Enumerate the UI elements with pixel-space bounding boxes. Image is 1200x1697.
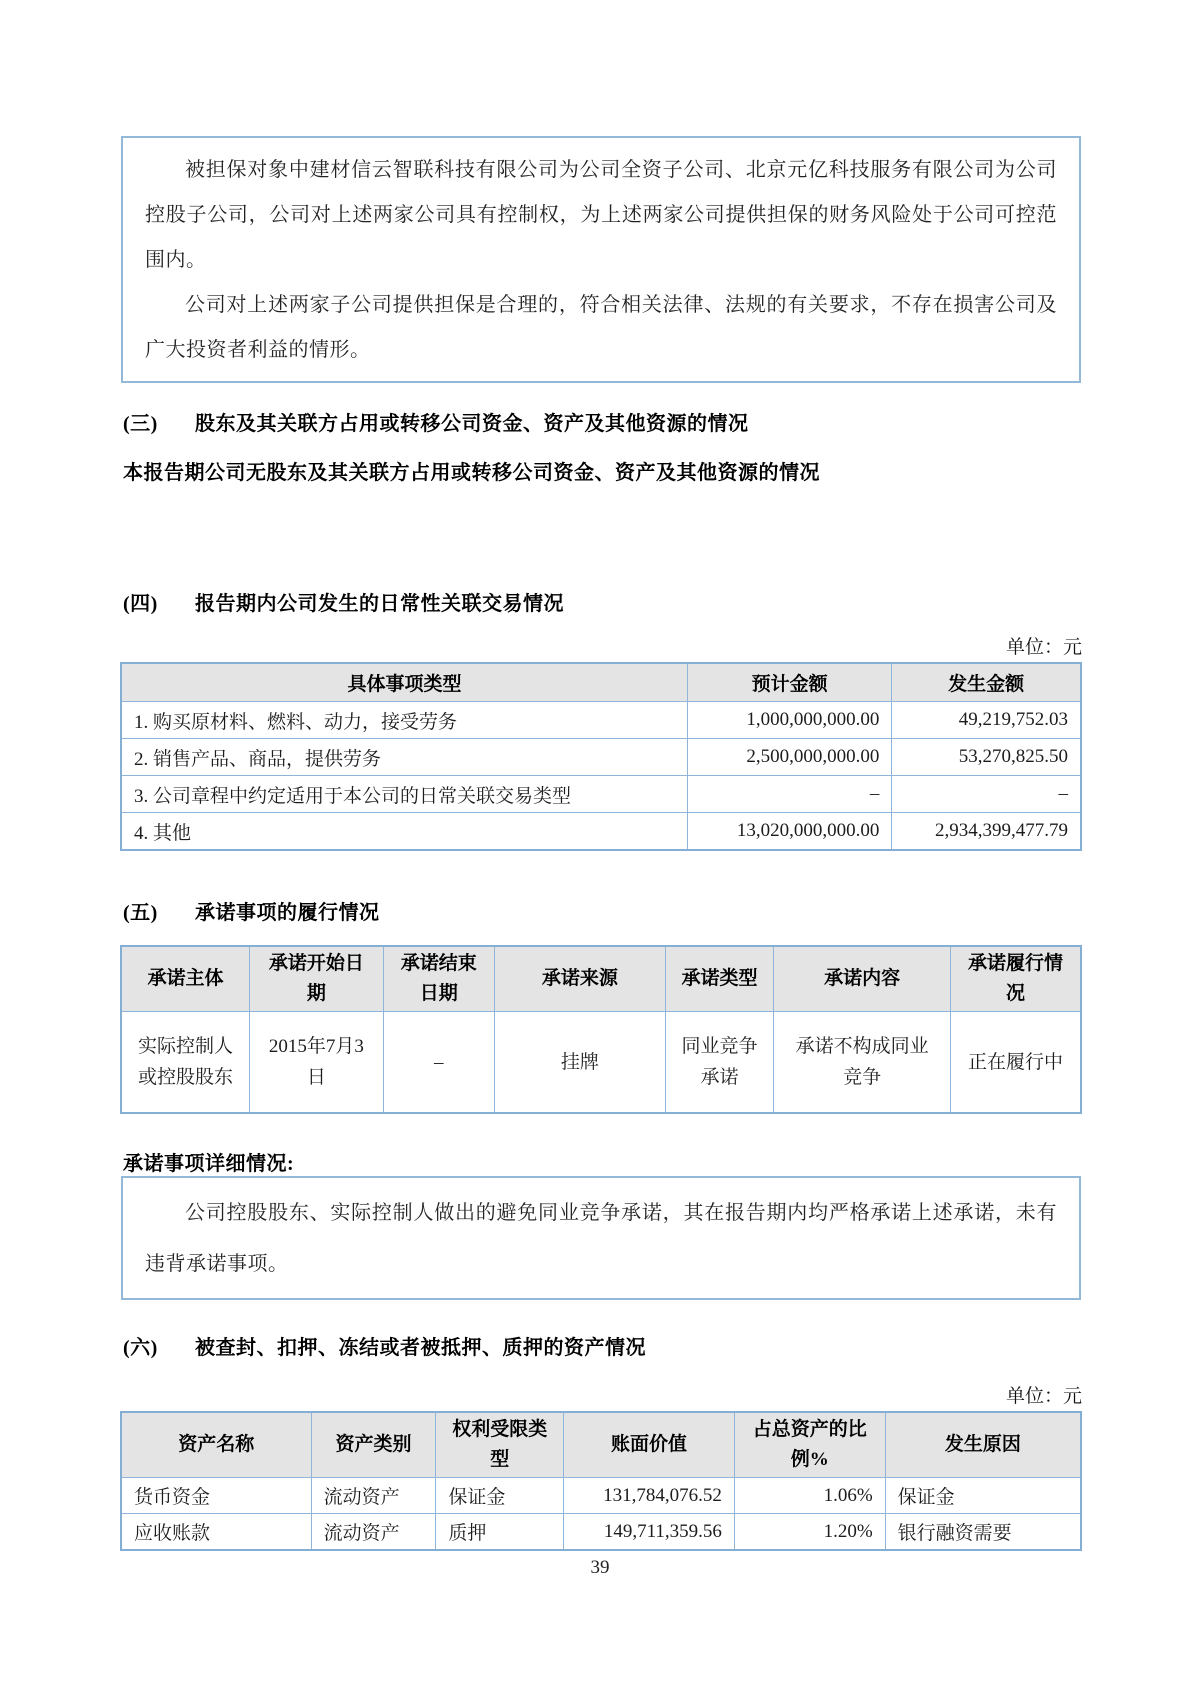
cell-restriction-type: 保证金 — [436, 1478, 564, 1514]
cell-item-type: 3. 公司章程中约定适用于本公司的日常关联交易类型 — [121, 776, 687, 813]
cell-restriction-type: 质押 — [436, 1514, 564, 1551]
cell-item-type: 1. 购买原材料、燃料、动力，接受劳务 — [121, 702, 687, 739]
cell-pct-of-assets: 1.06% — [734, 1478, 885, 1514]
col-header-end-date: 承诺结束日期 — [383, 946, 494, 1012]
guarantee-paragraph-1: 被担保对象中建材信云智联科技有限公司为公司全资子公司、北京元亿科技服务有限公司为公司控股子公司，公司对上述两家公司具有控制权，为上述两家公司提供担保的财务风险处于公司可控范围内。 — [145, 159, 1057, 271]
table-header-row — [121, 946, 1081, 1012]
col-header-item-type: 具体事项类型 — [121, 663, 687, 702]
col-header-reason: 发生原因 — [885, 1412, 1081, 1478]
cell-item-type: 4. 其他 — [121, 813, 687, 851]
section-title: 报告期内公司发生的日常性关联交易情况 — [195, 593, 564, 615]
col-header-restriction-type: 权利受限类型 — [436, 1412, 564, 1478]
pledged-assets-table — [120, 1411, 1082, 1551]
col-header-type: 承诺类型 — [665, 946, 773, 1012]
table-header-row — [121, 1412, 1081, 1478]
commitments-table — [120, 945, 1082, 1114]
related-transactions-table — [120, 662, 1082, 851]
col-header-start-date: 承诺开始日期 — [250, 946, 383, 1012]
cell-book-value: 149,711,359.56 — [564, 1514, 735, 1551]
cell-commitment-party: 实际控制人或控股股东 — [121, 1012, 250, 1114]
page-number: 39 — [590, 1557, 610, 1578]
section-number: (四) — [123, 593, 158, 615]
cell-item-type: 2. 销售产品、商品，提供劳务 — [121, 739, 687, 776]
col-header-estimated-amount: 预计金额 — [687, 663, 891, 702]
col-header-book-value: 账面价值 — [564, 1412, 735, 1478]
cell-actual-amount: 2,934,399,477.79 — [892, 813, 1081, 851]
cell-actual-amount: 49,219,752.03 — [892, 702, 1081, 739]
section-heading-6 — [123, 1331, 1082, 1360]
unit-label-2: 单位：元 — [1005, 1386, 1082, 1407]
section-number: (三) — [123, 413, 158, 435]
section-3-body: 本报告期公司无股东及其关联方占用或转移公司资金、资产及其他资源的情况 — [123, 462, 820, 484]
section-title: 股东及其关联方占用或转移公司资金、资产及其他资源的情况 — [195, 413, 749, 435]
cell-asset-name: 货币资金 — [121, 1478, 311, 1514]
cell-asset-class: 流动资产 — [311, 1478, 436, 1514]
cell-performance: 正在履行中 — [950, 1012, 1081, 1114]
table-header-row — [121, 663, 1081, 702]
cell-reason: 银行融资需要 — [885, 1514, 1081, 1551]
guarantee-statement-box — [121, 136, 1081, 383]
cell-estimated-amount: 1,000,000,000.00 — [687, 702, 891, 739]
cell-start-date: 2015年7月3日 — [250, 1012, 383, 1114]
cell-estimated-amount: – — [687, 776, 891, 813]
guarantee-paragraph-2: 公司对上述两家子公司提供担保是合理的，符合相关法律、法规的有关要求，不存在损害公司及广大投资者利益的情形。 — [145, 294, 1057, 361]
section-heading-3 — [123, 407, 1082, 436]
cell-asset-name: 应收账款 — [121, 1514, 311, 1551]
table-row — [121, 739, 1081, 776]
cell-source: 挂牌 — [494, 1012, 665, 1114]
cell-content: 承诺不构成同业竞争 — [774, 1012, 951, 1114]
section-number: (五) — [123, 902, 158, 924]
section-heading-4 — [123, 587, 1082, 616]
cell-estimated-amount: 13,020,000,000.00 — [687, 813, 891, 851]
cell-actual-amount: 53,270,825.50 — [892, 739, 1081, 776]
col-header-asset-name: 资产名称 — [121, 1412, 311, 1478]
section-heading-5 — [123, 896, 1082, 925]
col-header-asset-class: 资产类别 — [311, 1412, 436, 1478]
cell-pct-of-assets: 1.20% — [734, 1514, 885, 1551]
table-row — [121, 702, 1081, 739]
table-row — [121, 1514, 1081, 1551]
cell-asset-class: 流动资产 — [311, 1514, 436, 1551]
col-header-performance: 承诺履行情况 — [950, 946, 1081, 1012]
col-header-source: 承诺来源 — [494, 946, 665, 1012]
commitment-detail-box — [121, 1176, 1081, 1300]
section-title: 承诺事项的履行情况 — [195, 902, 380, 924]
table-row — [121, 1012, 1081, 1114]
table-row — [121, 1478, 1081, 1514]
cell-book-value: 131,784,076.52 — [564, 1478, 735, 1514]
commitment-detail-heading: 承诺事项详细情况: — [123, 1153, 295, 1175]
commitment-detail-paragraph: 公司控股股东、实际控制人做出的避免同业竞争承诺，其在报告期内均严格承诺上述承诺，未有违背承诺事项。 — [145, 1202, 1057, 1275]
cell-reason: 保证金 — [885, 1478, 1081, 1514]
col-header-commitment-party: 承诺主体 — [121, 946, 250, 1012]
cell-end-date: – — [383, 1012, 494, 1114]
section-number: (六) — [123, 1337, 158, 1359]
cell-type: 同业竞争承诺 — [665, 1012, 773, 1114]
table-row — [121, 813, 1081, 851]
cell-actual-amount: – — [892, 776, 1081, 813]
table-row — [121, 776, 1081, 813]
unit-label-1: 单位：元 — [1005, 637, 1082, 658]
col-header-actual-amount: 发生金额 — [892, 663, 1081, 702]
cell-estimated-amount: 2,500,000,000.00 — [687, 739, 891, 776]
col-header-pct-of-assets: 占总资产的比例% — [734, 1412, 885, 1478]
section-title: 被查封、扣押、冻结或者被抵押、质押的资产情况 — [195, 1337, 646, 1359]
col-header-content: 承诺内容 — [774, 946, 951, 1012]
